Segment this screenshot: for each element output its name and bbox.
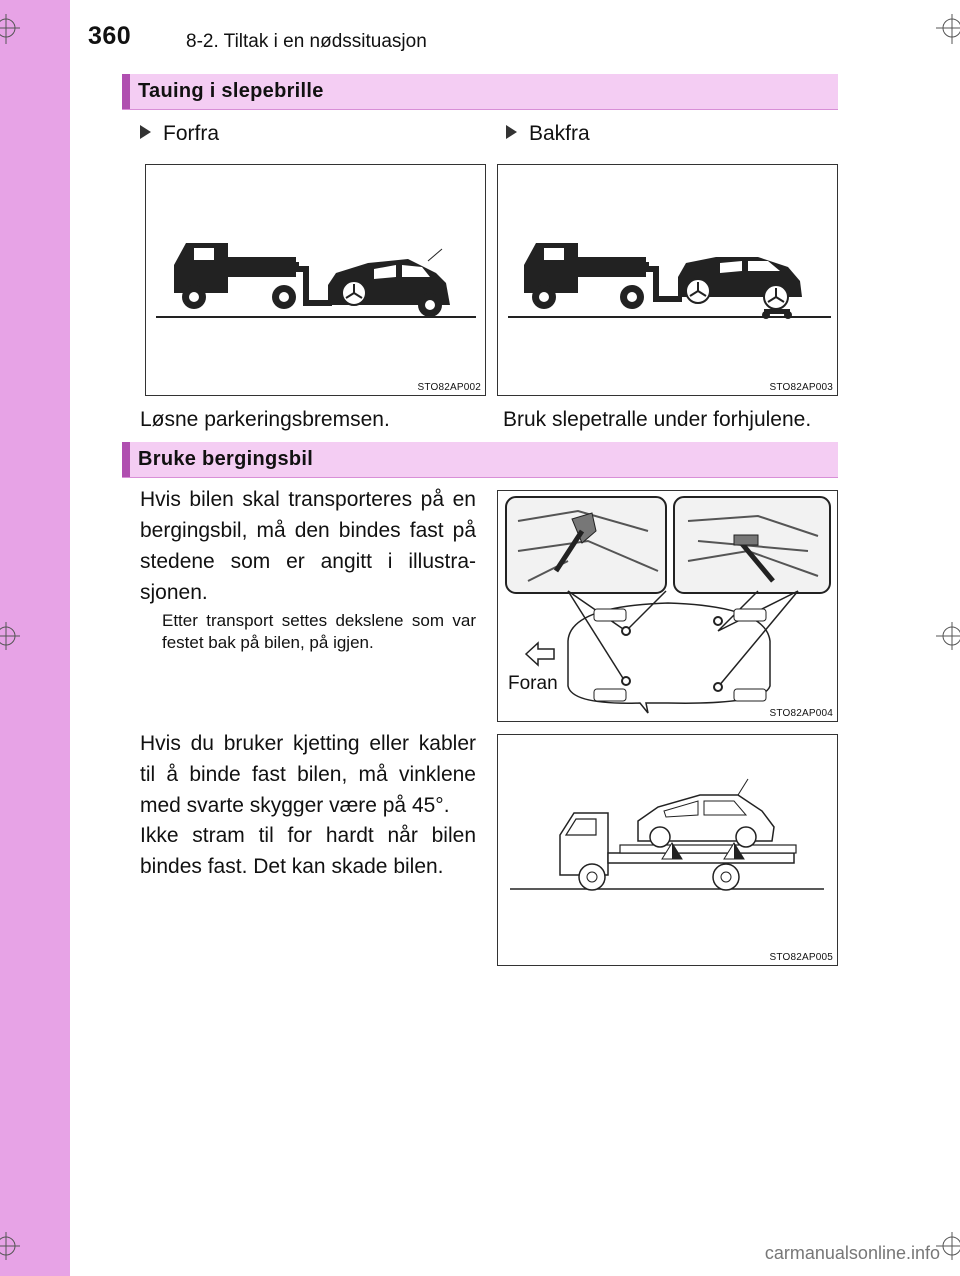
- figure-tow-front: [145, 164, 486, 396]
- bullet-front: [140, 122, 219, 146]
- figure-code: STO82AP005: [769, 952, 833, 963]
- bullet-label: Bakfra: [529, 122, 590, 145]
- watermark[interactable]: carmanualsonline.info: [764, 1243, 940, 1263]
- figure-carrier-truck: [497, 734, 838, 966]
- caption-right: Bruk slepetralle under forhjulene.: [503, 408, 812, 431]
- note-covers: Etter transport settes dekslene som var festet bak på bilen, på igjen.: [162, 611, 476, 652]
- figure-code: STO82AP003: [769, 382, 833, 393]
- heading-accent: [122, 442, 130, 477]
- section-heading-tow-truck: [122, 442, 838, 478]
- chapter-title: 8-2. Tiltak i en nødssituasjon: [186, 31, 427, 52]
- figure-tie-down-points: [497, 490, 838, 722]
- page-number: 360: [88, 22, 132, 50]
- triangle-bullet-icon: [506, 125, 517, 139]
- section-heading-towing-dolly: [122, 74, 838, 110]
- section-title: Bruke bergingsbil: [138, 448, 314, 470]
- figure-code: STO82AP002: [417, 382, 481, 393]
- heading-accent: [122, 74, 130, 109]
- figure-tow-rear: [497, 164, 838, 396]
- paragraph-transport: Hvis bilen skal transporteres på en bergingsbil, må den bindes fast på stedene som er angitt i illustra-sjonen.: [140, 488, 476, 604]
- front-label: Foran: [508, 673, 558, 694]
- caption-left: Løsne parkeringsbremsen.: [140, 408, 390, 431]
- bullet-rear: [506, 122, 590, 146]
- tow-truck-front-illustration: [146, 165, 487, 397]
- section-title: Tauing i slepebrille: [138, 80, 324, 102]
- triangle-bullet-icon: [140, 125, 151, 139]
- paragraph-tighten: Ikke stram til for hardt når bilen bindes fast. Det kan skade bilen.: [140, 824, 476, 878]
- paragraph-chains: Hvis du bruker kjetting eller kabler til å binde fast bilen, må vinklene med svarte skygger være på 45°.: [140, 732, 476, 817]
- figure-code: STO82AP004: [769, 708, 833, 719]
- tow-truck-rear-illustration: [498, 165, 839, 397]
- bullet-label: Forfra: [163, 122, 220, 145]
- carrier-truck-illustration: [498, 735, 839, 967]
